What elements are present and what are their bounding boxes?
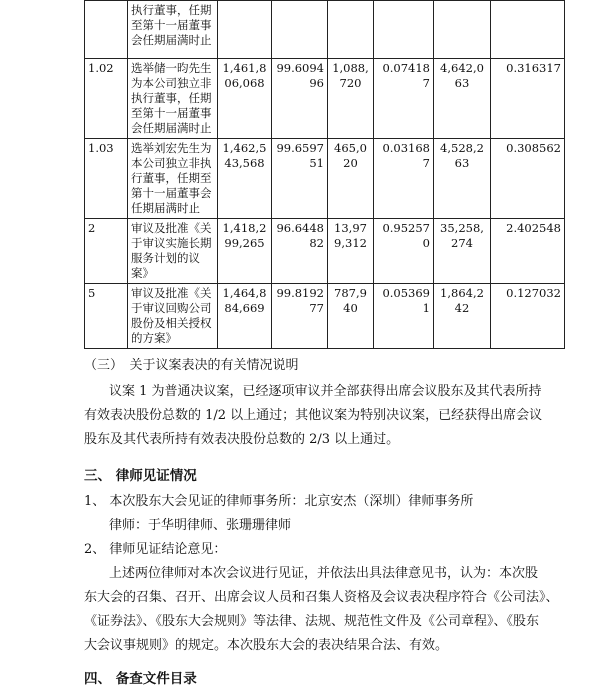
against-pct: 0.074187 [374, 59, 434, 139]
table-row [85, 139, 565, 219]
subsection-title: （三） 关于议案表决的有关情况说明 [84, 358, 299, 373]
vote-result-table [84, 0, 565, 349]
proposal-text: 选举储一昀先生为本公司独立非执行董事，任期至第十一届董事会任期届满时止 [128, 59, 218, 139]
abstain-shares: 4,642,063 [434, 59, 491, 139]
proposal-text: 选举刘宏先生为本公司独立非执行董事，任期至第十一届董事会任期届满时止 [128, 139, 218, 219]
list-item: 1、 本次股东大会见证的律师事务所：北京安杰（深圳）律师事务所 [84, 494, 474, 509]
abstain-pct: 0.308562 [491, 139, 565, 219]
abstain-shares: 4,528,263 [434, 139, 491, 219]
for-shares: 1,418,299,265 [218, 219, 272, 284]
abstain-pct: 0.127032 [491, 284, 565, 349]
paragraph-line: 上述两位律师对本次会议进行见证，并依法出具法律意见书，认为：本次股 [109, 566, 539, 581]
table-row [85, 59, 565, 139]
abstain-pct: 2.402548 [491, 219, 565, 284]
abstain-shares [434, 1, 491, 59]
table-row [85, 219, 565, 284]
against-shares: 1,088,720 [328, 59, 374, 139]
section-heading: 三、 律师见证情况 [84, 468, 197, 484]
table-row [85, 1, 565, 59]
proposal-id: 5 [85, 284, 128, 349]
for-shares [218, 1, 272, 59]
proposal-text: 审议及批准《关于审议实施长期服务计划的议案》 [128, 219, 218, 284]
for-pct: 99.819277 [272, 284, 328, 349]
abstain-shares: 1,864,242 [434, 284, 491, 349]
for-shares: 1,462,543,568 [218, 139, 272, 219]
against-pct: 0.952570 [374, 219, 434, 284]
against-shares: 787,940 [328, 284, 374, 349]
proposal-id: 2 [85, 219, 128, 284]
abstain-shares: 35,258,274 [434, 219, 491, 284]
abstain-pct: 0.316317 [491, 59, 565, 139]
proposal-id [85, 1, 128, 59]
proposal-text: 审议及批准《关于审议回购公司股份及相关授权的方案》 [128, 284, 218, 349]
proposal-id: 1.03 [85, 139, 128, 219]
against-pct [374, 1, 434, 59]
paragraph-line: 大会议事规则》的规定。本次股东大会的表决结果合法、有效。 [84, 638, 449, 653]
proposal-id: 1.02 [85, 59, 128, 139]
against-shares [328, 1, 374, 59]
for-pct: 99.659751 [272, 139, 328, 219]
paragraph-line: 议案 1 为普通决议案，已经逐项审议并全部获得出席会议股东及其代表所持 [109, 384, 542, 399]
against-shares: 13,979,312 [328, 219, 374, 284]
for-shares: 1,461,806,068 [218, 59, 272, 139]
paragraph-line: 《证券法》、《股东大会规则》等法律、法规、规范性文件及《公司章程》、《股东 [84, 614, 540, 629]
abstain-pct [491, 1, 565, 59]
paragraph-line: 东大会的召集、召开、出席会议人员和召集人资格及会议表决程序符合《公司法》、 [84, 590, 559, 605]
list-item: 2、 律师见证结论意见： [84, 542, 227, 557]
for-shares: 1,464,884,669 [218, 284, 272, 349]
for-pct: 99.609496 [272, 59, 328, 139]
against-pct: 0.053691 [374, 284, 434, 349]
paragraph-line: 有效表决股份总数的 1/2 以上通过；其他议案为特别决议案，已经获得出席会议 [84, 408, 543, 423]
for-pct [272, 1, 328, 59]
proposal-text: 执行董事，任期至第十一届董事会任期届满时止 [128, 1, 218, 59]
table-row [85, 284, 565, 349]
against-pct: 0.031687 [374, 139, 434, 219]
for-pct: 96.644882 [272, 219, 328, 284]
paragraph-line: 股东及其代表所持有效表决股份总数的 2/3 以上通过。 [84, 432, 400, 447]
section-heading: 四、 备查文件目录 [84, 671, 197, 687]
list-item-sub: 律师：于华明律师、张珊珊律师 [109, 518, 292, 533]
against-shares: 465,020 [328, 139, 374, 219]
